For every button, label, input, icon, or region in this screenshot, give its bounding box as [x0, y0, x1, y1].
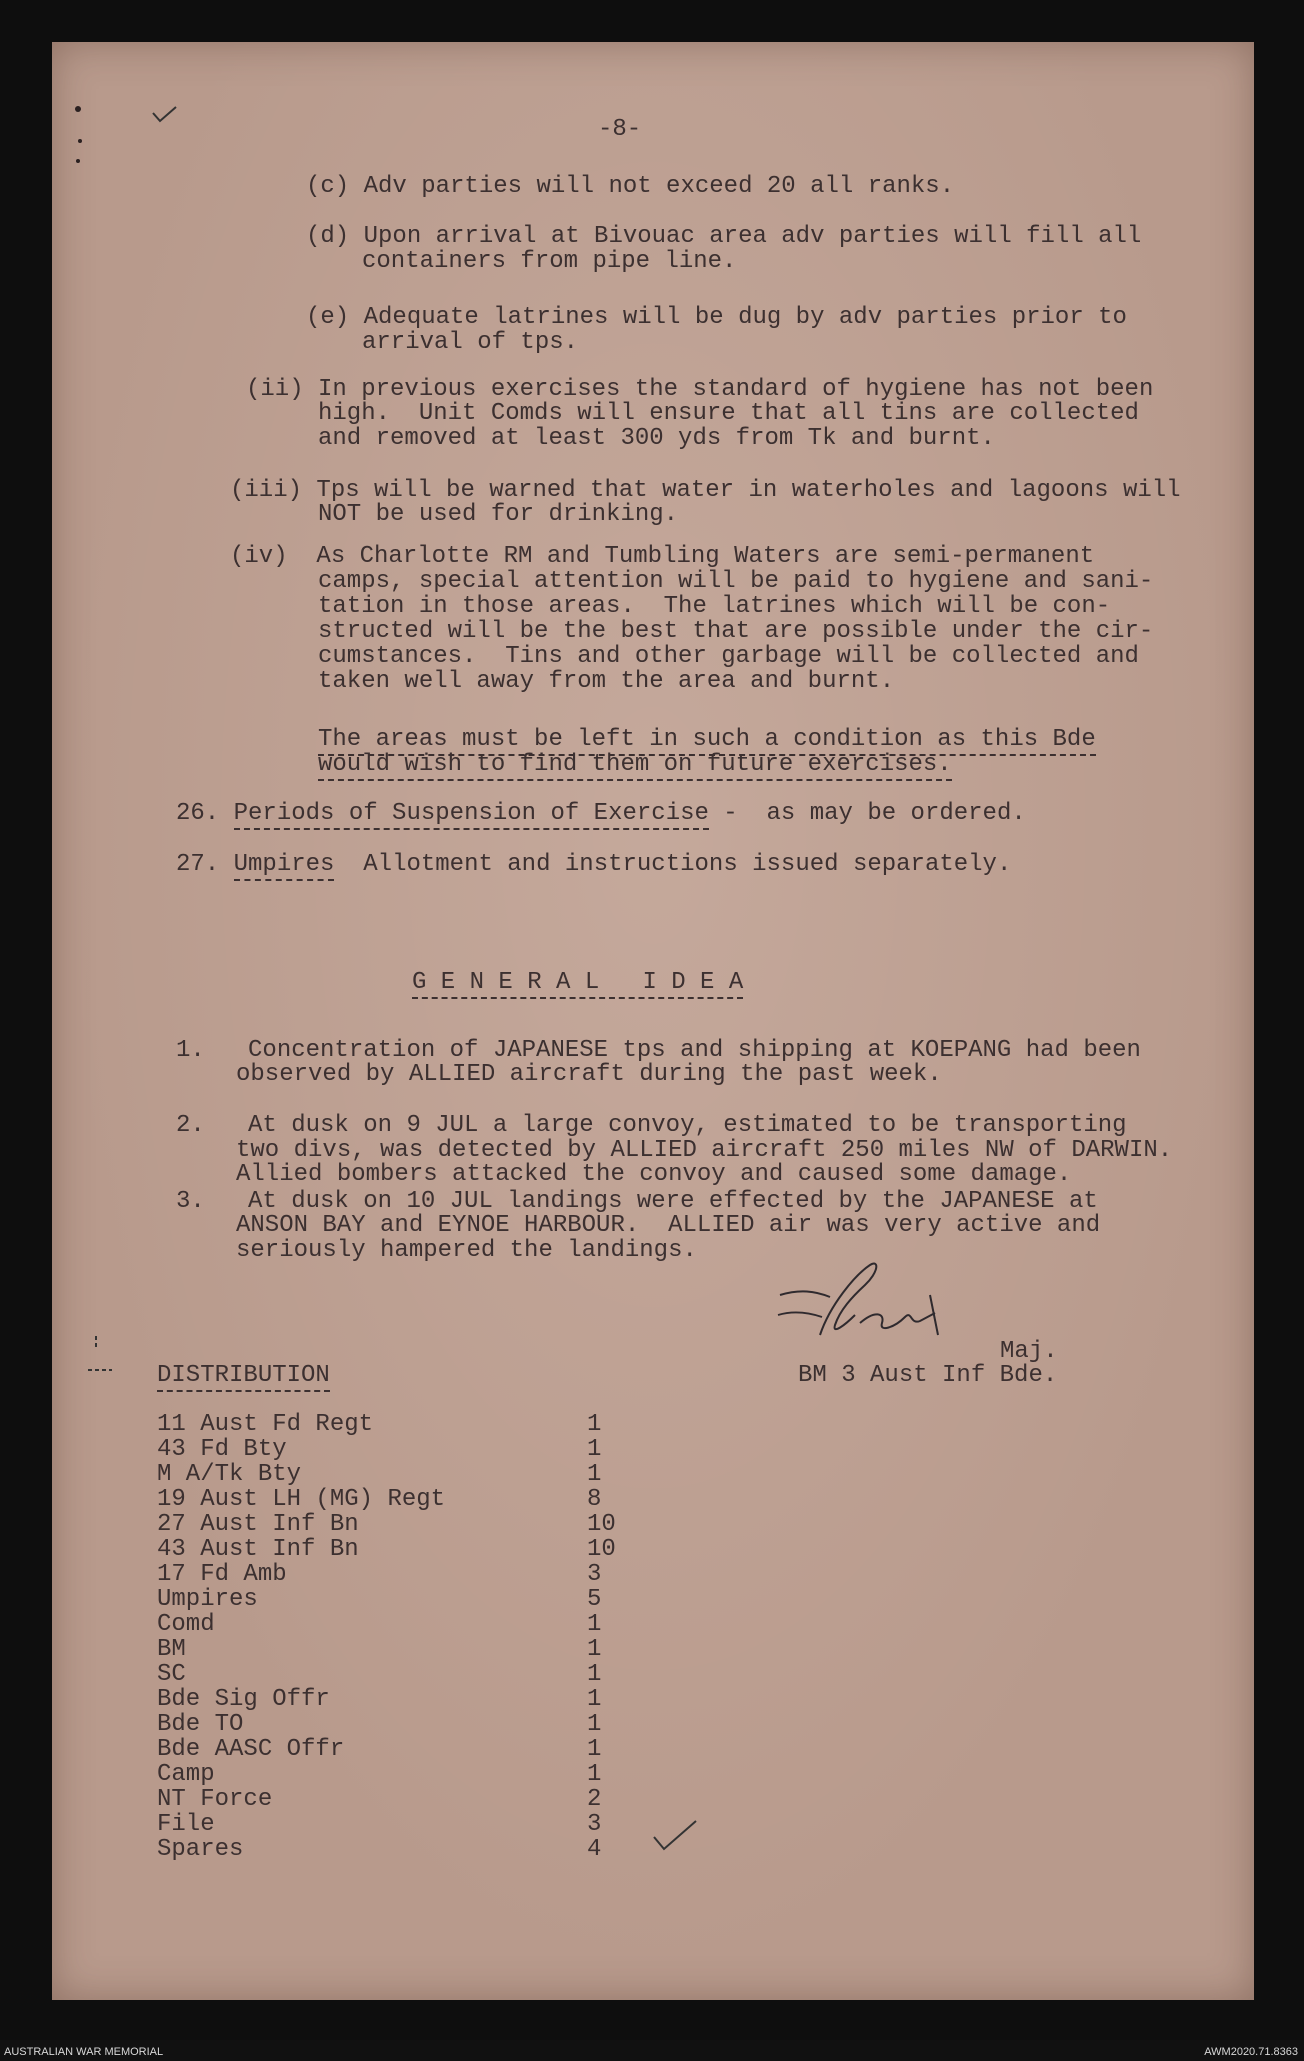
general-idea-p2-line1: 2. At dusk on 9 JUL a large convoy, estimated to be transporting [176, 1112, 1127, 1139]
para-26-text: - as may be ordered. [708, 800, 1026, 827]
item-ii-line2: high. Unit Comds will ensure that all tins are collected [318, 400, 1139, 427]
footer-source: AUSTRALIAN WAR MEMORIAL [4, 2046, 164, 2058]
signature-title: BM 3 Aust Inf Bde. [798, 1362, 1058, 1389]
distribution-unit: M A/Tk Bty [157, 1461, 302, 1488]
distribution-row [157, 1813, 657, 1837]
distribution-qty: 1 [587, 1661, 602, 1688]
distribution-row [157, 1488, 657, 1512]
distribution-unit: NT Force [157, 1786, 273, 1813]
para-27-heading: Umpires [234, 851, 335, 881]
distribution-unit: Bde Sig Offr [157, 1686, 330, 1713]
distribution-qty: 1 [587, 1411, 602, 1438]
distribution-row [157, 1663, 657, 1687]
note-line2-text: would wish to find them on future exercises. [318, 751, 952, 781]
margin-dash-mark [78, 1330, 118, 1380]
distribution-qty: 1 [587, 1761, 602, 1788]
distribution-qty: 1 [587, 1436, 602, 1463]
distribution-row [157, 1638, 657, 1662]
general-idea-p3-line1: 3. At dusk on 10 JUL landings were effected by the JAPANESE at [176, 1188, 1098, 1215]
distribution-row [157, 1713, 657, 1737]
distribution-row [157, 1438, 657, 1462]
item-iv-line4: structed will be the best that are possible under the cir- [318, 618, 1154, 645]
checkmark-icon [650, 1815, 700, 1855]
distribution-row [157, 1463, 657, 1487]
distribution-unit: SC [157, 1661, 186, 1688]
distribution-row [157, 1788, 657, 1812]
general-idea-p2-line2: two divs, was detected by ALLIED aircraft 250 miles NW of DARWIN. [236, 1137, 1173, 1164]
distribution-row [157, 1613, 657, 1637]
distribution-row [157, 1538, 657, 1562]
distribution-unit: Spares [157, 1836, 244, 1863]
general-idea-title [412, 971, 743, 995]
distribution-qty: 1 [587, 1611, 602, 1638]
distribution-qty: 2 [587, 1786, 602, 1813]
distribution-unit: File [157, 1811, 215, 1838]
para-27 [176, 853, 1011, 877]
item-ii-line3: and removed at least 300 yds from Tk and burnt. [318, 425, 995, 452]
distribution-row [157, 1838, 657, 1862]
para-27-number: 27. [176, 851, 220, 878]
distribution-unit: 11 Aust Fd Regt [157, 1411, 374, 1438]
para-26-number: 26. [176, 800, 220, 827]
para-27-text: Allotment and instructions issued separately. [334, 851, 1012, 878]
distribution-unit: Bde TO [157, 1711, 244, 1738]
note-line1-text: The areas must be left in such a condition as this Bde [318, 726, 1096, 756]
distribution-qty: 4 [587, 1836, 602, 1863]
distribution-row [157, 1413, 657, 1437]
note-line2 [318, 753, 952, 777]
distribution-qty: 3 [587, 1811, 602, 1838]
distribution-unit: 17 Fd Amb [157, 1561, 287, 1588]
para-26 [176, 802, 1026, 826]
punch-hole-marks [70, 95, 90, 175]
distribution-unit: 27 Aust Inf Bn [157, 1511, 359, 1538]
footer-bar [0, 2040, 1304, 2061]
distribution-row [157, 1738, 657, 1762]
distribution-row [157, 1513, 657, 1537]
distribution-qty: 1 [587, 1461, 602, 1488]
distribution-qty: 1 [587, 1686, 602, 1713]
distribution-row [157, 1588, 657, 1612]
general-idea-p3-line3: seriously hampered the landings. [236, 1237, 697, 1264]
distribution-row [157, 1763, 657, 1787]
distribution-qty: 10 [587, 1511, 616, 1538]
distribution-unit: 43 Fd Bty [157, 1436, 287, 1463]
item-iii-line2: NOT be used for drinking. [318, 501, 679, 528]
general-idea-title-text: G E N E R A L I D E A [412, 969, 743, 999]
distribution-unit: Bde AASC Offr [157, 1736, 345, 1763]
item-iii-line1: (iii) Tps will be warned that water in waterholes and lagoons will [230, 477, 1181, 504]
general-idea-p1-line2: observed by ALLIED aircraft during the past week. [236, 1061, 942, 1088]
item-iv-line5: cumstances. Tins and other garbage will be collected and [318, 643, 1139, 670]
item-d-line1: (d) Upon arrival at Bivouac area adv parties will fill all [306, 223, 1142, 250]
general-idea-p2-line3: Allied bombers attacked the convoy and caused some damage. [236, 1161, 1072, 1188]
distribution-qty: 1 [587, 1736, 602, 1763]
checkmark-icon [150, 105, 180, 125]
handwritten-signature [760, 1255, 990, 1355]
distribution-unit: Umpires [157, 1586, 258, 1613]
distribution-qty: 10 [587, 1536, 616, 1563]
distribution-qty: 3 [587, 1561, 602, 1588]
distribution-qty: 1 [587, 1711, 602, 1738]
distribution-unit: Comd [157, 1611, 215, 1638]
distribution-qty: 8 [587, 1486, 602, 1513]
distribution-row [157, 1563, 657, 1587]
item-e-line1: (e) Adequate latrines will be dug by adv parties prior to [306, 304, 1127, 331]
distribution-unit: 43 Aust Inf Bn [157, 1536, 359, 1563]
general-idea-p1-line1: 1. Concentration of JAPANESE tps and shipping at KOEPANG had been [176, 1037, 1141, 1064]
distribution-heading [157, 1364, 330, 1388]
distribution-unit: BM [157, 1636, 186, 1663]
item-ii-line1: (ii) In previous exercises the standard of hygiene has not been [246, 376, 1154, 403]
distribution-unit: 19 Aust LH (MG) Regt [157, 1486, 446, 1513]
item-c: (c) Adv parties will not exceed 20 all ranks. [306, 173, 955, 200]
note-line1 [318, 728, 1096, 752]
distribution-qty: 5 [587, 1586, 602, 1613]
distribution-row [157, 1688, 657, 1712]
distribution-unit: Camp [157, 1761, 215, 1788]
footer-catalog-id: AWM2020.71.8363 [1204, 2046, 1298, 2058]
general-idea-p3-line2: ANSON BAY and EYNOE HARBOUR. ALLIED air was very active and [236, 1212, 1101, 1239]
item-iv-line1: (iv) As Charlotte RM and Tumbling Waters are semi-permanent [230, 543, 1095, 570]
para-26-heading: Periods of Suspension of Exercise [234, 800, 709, 830]
signature-rank: Maj. [1000, 1338, 1058, 1365]
item-e-line2: arrival of tps. [362, 329, 579, 356]
distribution-qty: 1 [587, 1636, 602, 1663]
distribution-heading-text: DISTRIBUTION [157, 1362, 330, 1392]
item-iv-line2: camps, special attention will be paid to hygiene and sani- [318, 568, 1154, 595]
item-d-line2: containers from pipe line. [362, 248, 737, 275]
page-number: -8- [598, 116, 642, 143]
item-iv-line6: taken well away from the area and burnt. [318, 668, 895, 695]
item-iv-line3: tation in those areas. The latrines which will be con- [318, 593, 1111, 620]
